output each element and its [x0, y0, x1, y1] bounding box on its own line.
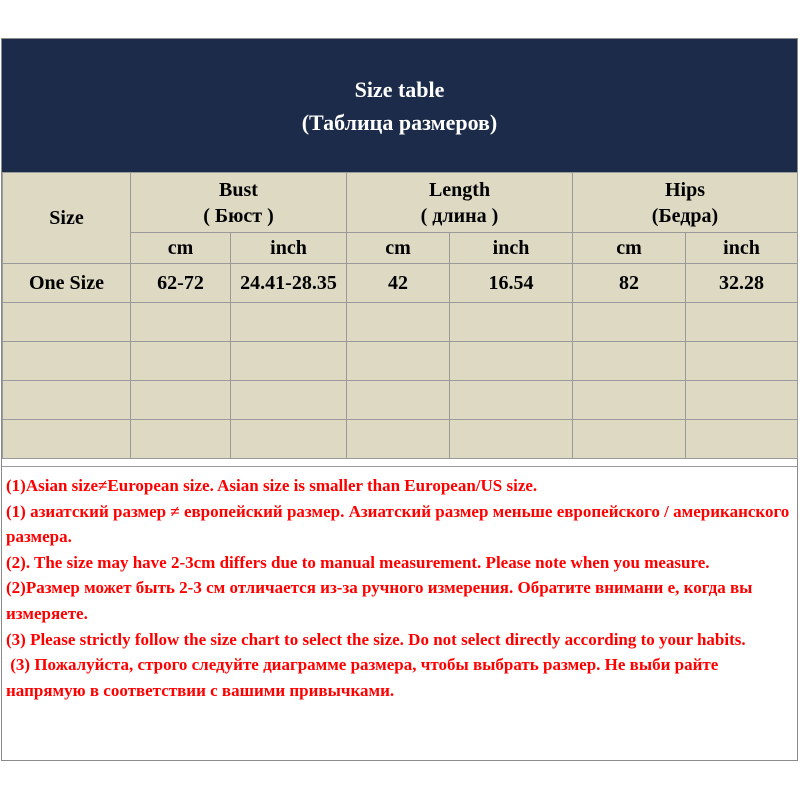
- unit-cell: cm: [573, 233, 686, 264]
- unit-cell: inch: [686, 233, 798, 264]
- empty-cell: [686, 420, 798, 459]
- bust-label-ru: ( Бюст ): [203, 204, 274, 227]
- empty-cell: [3, 420, 131, 459]
- note-line: (2)Размер может быть 2-3 см отличается из-за ручного измерения. Обратите внимани е, когда вы измеряете.: [6, 578, 753, 623]
- note-line: (3) Please strictly follow the size chart to select the size. Do not select directly according to your habits.: [6, 629, 746, 649]
- empty-cell: [231, 381, 347, 420]
- empty-cell: [131, 420, 231, 459]
- empty-cell: [231, 303, 347, 342]
- unit-cell: inch: [450, 233, 573, 264]
- empty-cell: [573, 420, 686, 459]
- hips-group-header: [573, 173, 798, 233]
- unit-cell: inch: [231, 233, 347, 264]
- table-header-row: [3, 173, 798, 233]
- value-cell: 16.54: [450, 264, 573, 303]
- empty-cell: [573, 303, 686, 342]
- size-table-title: Size table: [354, 77, 445, 102]
- unit-cell: cm: [347, 233, 450, 264]
- size-table-header: [2, 39, 797, 172]
- hips-label: Hips: [664, 178, 706, 201]
- unit-cell: cm: [131, 233, 231, 264]
- value-cell: 42: [347, 264, 450, 303]
- empty-table-row: [3, 381, 798, 420]
- value-cell: 24.41-28.35: [231, 264, 347, 303]
- empty-cell: [686, 303, 798, 342]
- hips-label-ru: (Бедра): [651, 204, 719, 227]
- empty-cell: [347, 420, 450, 459]
- empty-table-row: [3, 342, 798, 381]
- empty-table-row: [3, 303, 798, 342]
- bust-group-header: [131, 173, 347, 233]
- size-table: [2, 172, 798, 459]
- length-group-header: [347, 173, 573, 233]
- length-label: Length: [428, 178, 491, 201]
- empty-cell: [347, 342, 450, 381]
- empty-cell: [131, 381, 231, 420]
- empty-cell: [573, 342, 686, 381]
- empty-cell: [131, 303, 231, 342]
- empty-cell: [131, 342, 231, 381]
- size-cell: One Size: [3, 264, 131, 303]
- size-column-header: Size: [3, 173, 131, 264]
- note-line: (3) Пожалуйста, строго следуйте диаграмме размера, чтобы выбрать размер. Не выби райте напрямую в соответствии с вашими привычками.: [6, 655, 723, 700]
- empty-cell: [231, 420, 347, 459]
- empty-cell: [450, 381, 573, 420]
- empty-cell: [686, 342, 798, 381]
- empty-cell: [573, 381, 686, 420]
- empty-cell: [450, 303, 573, 342]
- note-line: (1)Asian size≠European size. Asian size is smaller than European/US size.: [6, 476, 538, 495]
- empty-table-row: [3, 420, 798, 459]
- empty-cell: [686, 381, 798, 420]
- empty-cell: [3, 303, 131, 342]
- note-line: (1) азиатский размер ≠ европейский размер. Азиатский размер меньше европейского / американского размера.: [6, 501, 790, 547]
- empty-cell: [3, 381, 131, 420]
- value-cell: 62-72: [131, 264, 231, 303]
- table-row: [3, 264, 798, 303]
- note-line: (2). The size may have 2-3cm differs due to manual measurement. Please note when you measure.: [6, 552, 710, 572]
- size-chart-frame: [1, 38, 798, 761]
- value-cell: 32.28: [686, 264, 798, 303]
- empty-cell: [3, 342, 131, 381]
- length-label-ru: ( длина ): [420, 204, 499, 227]
- size-notes: [2, 466, 797, 760]
- empty-cell: [231, 342, 347, 381]
- empty-cell: [347, 303, 450, 342]
- empty-cell: [450, 420, 573, 459]
- value-cell: 82: [573, 264, 686, 303]
- size-table-subtitle: (Таблица размеров): [301, 110, 498, 135]
- bust-label: Bust: [219, 178, 258, 201]
- empty-cell: [450, 342, 573, 381]
- empty-cell: [347, 381, 450, 420]
